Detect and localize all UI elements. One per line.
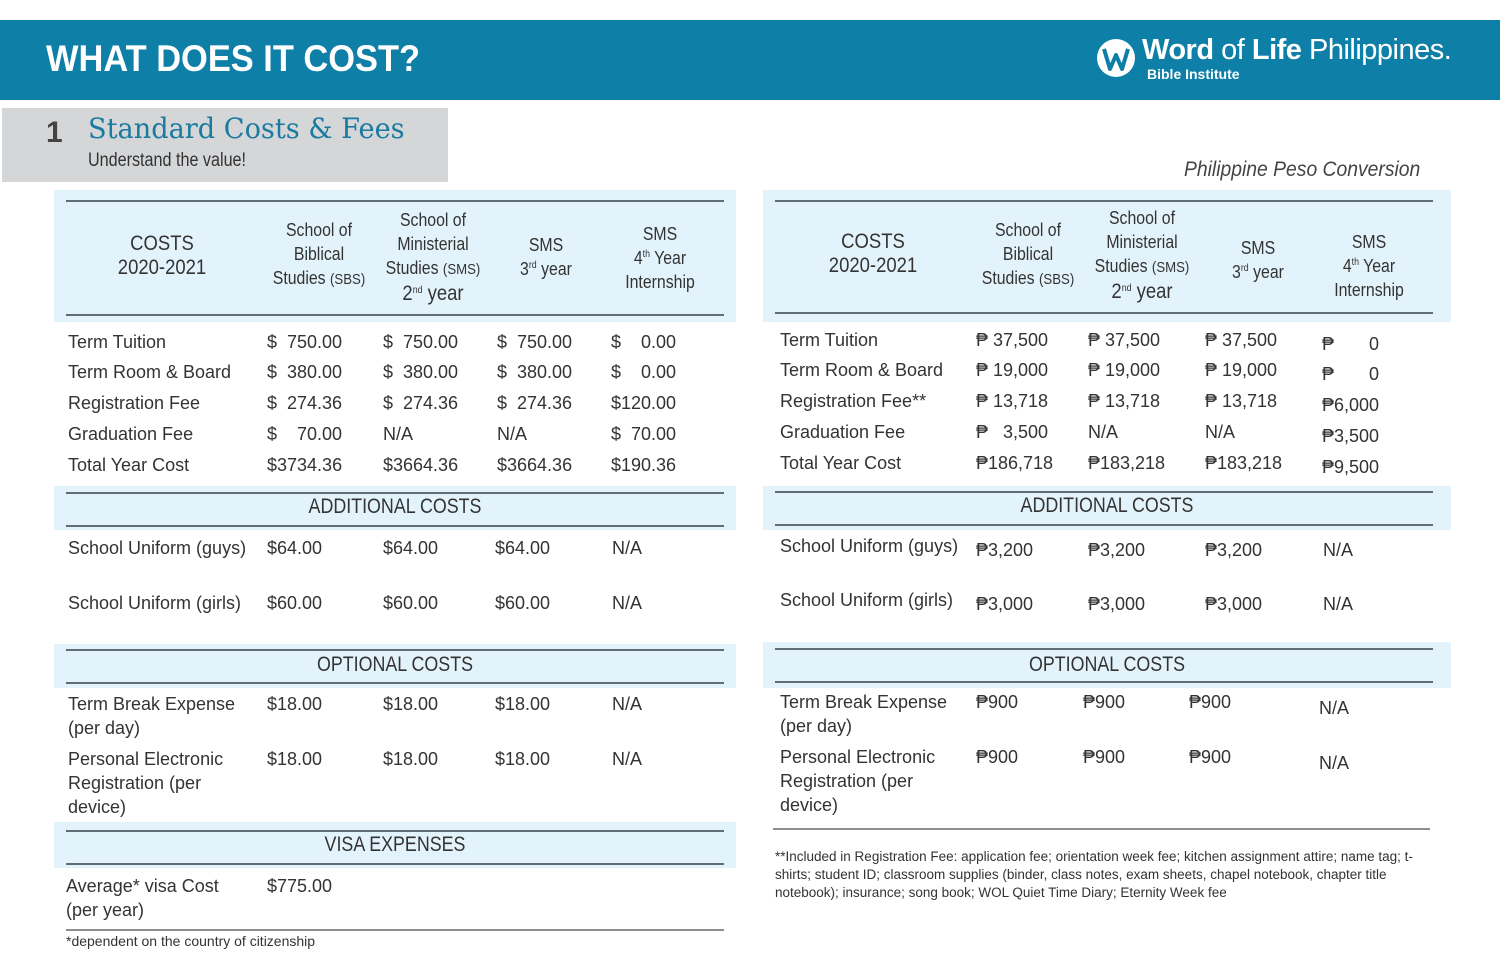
logo-wordmark: Word of Life Philippines.	[1142, 34, 1452, 66]
visa-footnote: *dependent on the country of citizenship	[66, 933, 316, 949]
optional-costs-band: OPTIONAL COSTS	[763, 642, 1451, 688]
divider	[775, 648, 1433, 650]
divider	[775, 312, 1433, 314]
divider	[66, 929, 724, 931]
divider	[775, 524, 1433, 526]
col-header-sms3: SMS 3rd year	[520, 235, 572, 279]
divider	[66, 525, 724, 527]
col-header-costs: COSTS 2020-2021	[117, 232, 207, 279]
divider	[66, 830, 724, 832]
section-subtitle: Understand the value!	[88, 150, 247, 171]
section-heading	[2, 108, 448, 182]
registration-fee-footnote: **Included in Registration Fee: application fee; orientation week fee; kitchen assignment attire; name tag; t-shirts; student ID; classroom supplies (binder, class notes, exam sheets, chapel notebook, chapter title notebook); insurance; song book; WOL Quiet Time Diary; Eternity Week fee	[775, 849, 1413, 900]
additional-costs-band: ADDITIONAL COSTS	[54, 486, 736, 530]
col-header-sbs: School of Biblical Studies (SBS)	[981, 220, 1075, 288]
divider	[66, 314, 724, 316]
divider	[775, 491, 1433, 493]
col-header-sms3: SMS 3rd year	[1232, 238, 1284, 282]
wol-logo-icon	[1096, 38, 1136, 78]
section-title: Standard Costs & Fees	[88, 112, 405, 145]
divider	[773, 828, 1430, 830]
logo-subtitle: Bible Institute	[1147, 66, 1240, 82]
optional-costs-band: OPTIONAL COSTS	[54, 644, 736, 688]
visa-expenses-band: VISA EXPENSES	[54, 822, 736, 868]
divider	[66, 492, 724, 494]
peso-conversion-caption: Philippine Peso Conversion	[1184, 158, 1421, 181]
divider	[66, 863, 724, 865]
divider	[66, 200, 724, 202]
divider	[66, 649, 724, 651]
header-banner	[0, 20, 1500, 100]
col-header-sbs: School of Biblical Studies (SBS)	[272, 220, 366, 288]
col-header-sms2: School of Ministerial Studies (SMS) 2nd year	[1094, 208, 1190, 303]
col-header-sms4: SMS 4th Year Internship	[1334, 232, 1404, 300]
col-header-costs: COSTS 2020-2021	[828, 230, 918, 277]
divider	[66, 682, 724, 684]
divider	[775, 681, 1433, 683]
col-header-sms4: SMS 4th Year Internship	[625, 224, 695, 292]
section-number: 1	[46, 116, 63, 149]
page-title: WHAT DOES IT COST?	[46, 38, 421, 79]
additional-costs-band: ADDITIONAL COSTS	[763, 486, 1451, 530]
col-header-sms2: School of Ministerial Studies (SMS) 2nd year	[385, 210, 481, 305]
divider	[775, 200, 1433, 202]
